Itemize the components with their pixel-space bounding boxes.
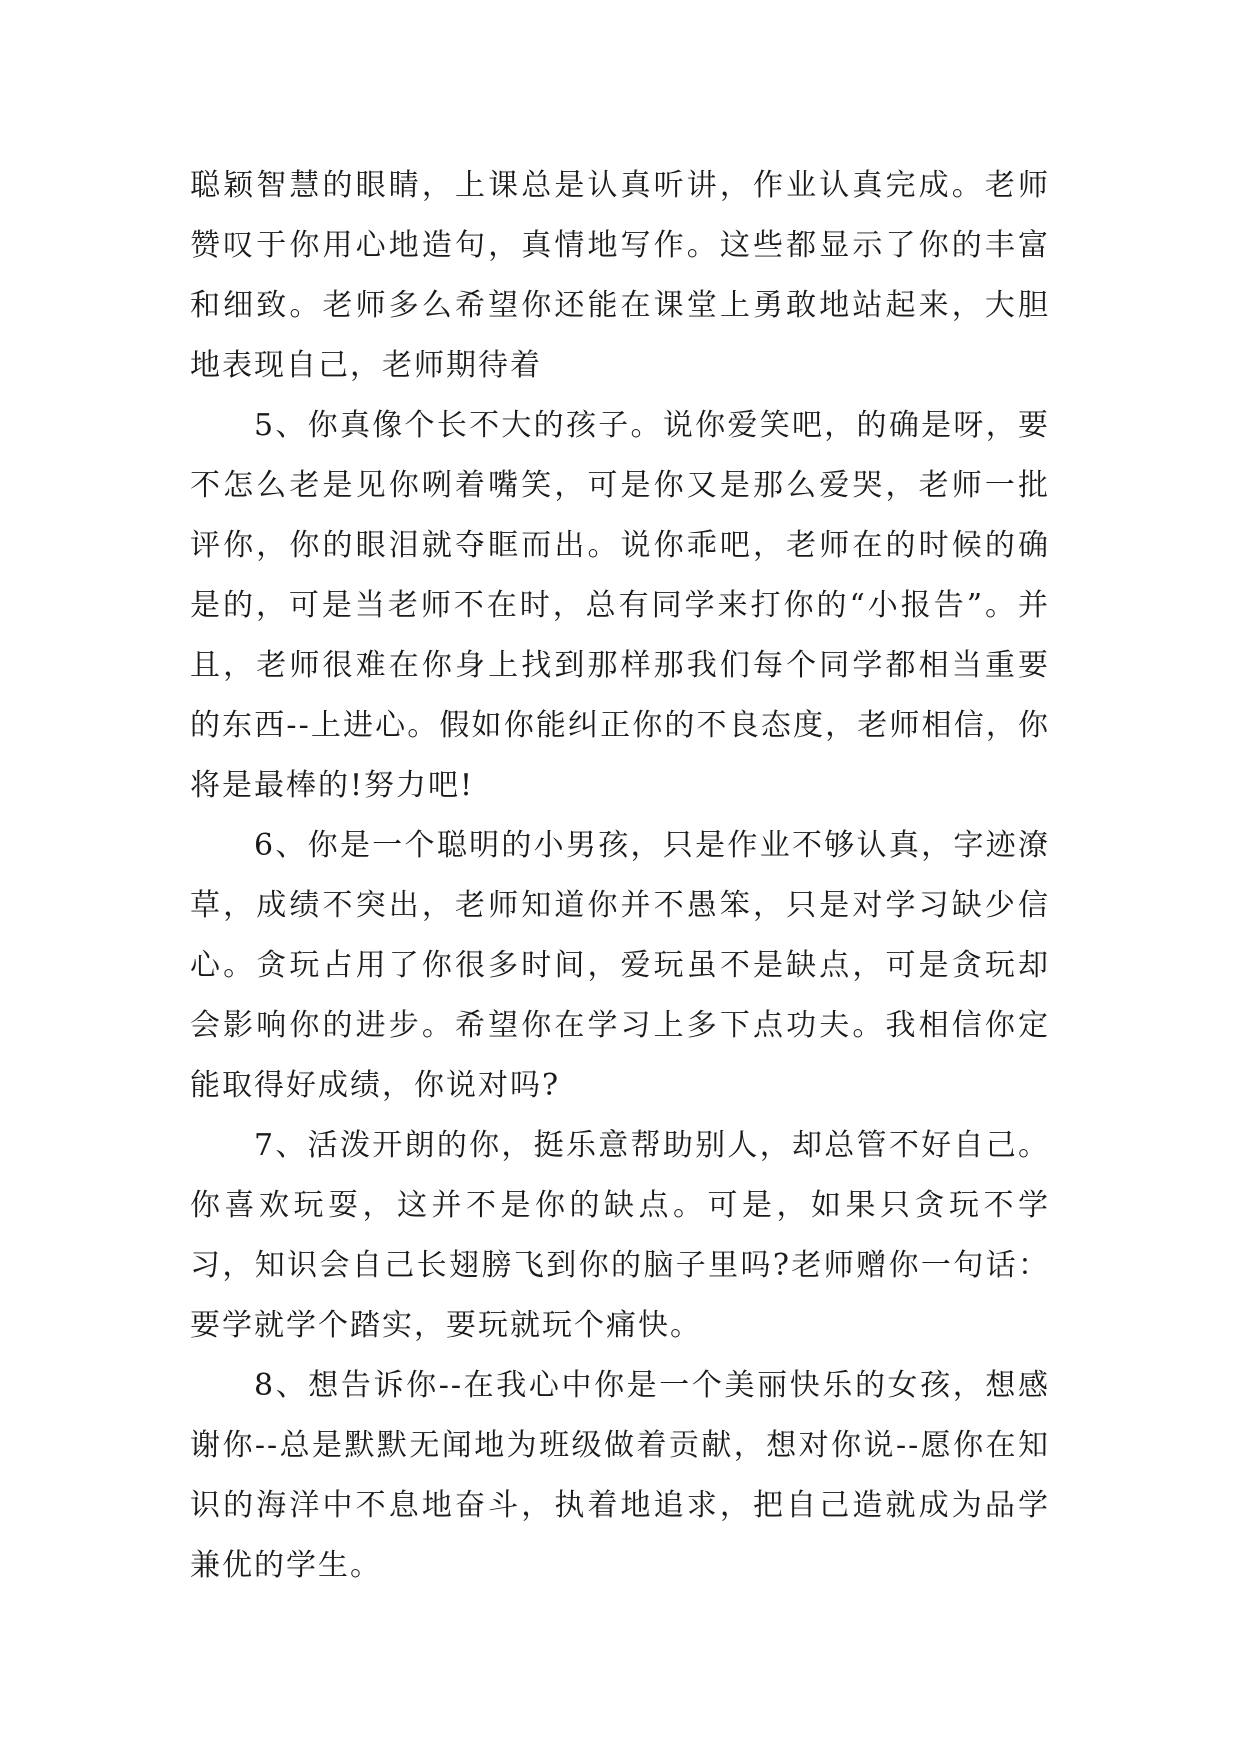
paragraph-comment-7: 7、活泼开朗的你，挺乐意帮助别人，却总管不好自己。你喜欢玩耍，这并不是你的缺点。可是，如果只贪玩不学习，知识会自己长翅膀飞到你的脑子里吗?老师赠你一句话：要学就学个踏实，要玩就玩个痛快。 <box>190 1128 1050 1343</box>
paragraph-continuation: 聪颖智慧的眼睛，上课总是认真听讲，作业认真完成。老师赞叹于你用心地造句，真情地写作。这些都显示了你的丰富和细致。老师多么希望你还能在课堂上勇敢地站起来，大胆地表现自己，老师期待着 <box>190 168 1050 383</box>
paragraph-comment-8: 8、想告诉你--在我心中你是一个美丽快乐的女孩，想感谢你--总是默默无闻地为班级做着贡献，想对你说--愿你在知识的海洋中不息地奋斗，执着地追求，把自己造就成为品学兼优的学生。 <box>190 1368 1050 1583</box>
paragraph-comment-6: 6、你是一个聪明的小男孩，只是作业不够认真，字迹潦草，成绩不突出，老师知道你并不愚笨，只是对学习缺少信心。贪玩占用了你很多时间，爱玩虽不是缺点，可是贪玩却会影响你的进步。希望你在学习上多下点功夫。我相信你定能取得好成绩，你说对吗? <box>190 828 1050 1103</box>
paragraph-comment-5: 5、你真像个长不大的孩子。说你爱笑吧，的确是呀，要不怎么老是见你咧着嘴笑，可是你又是那么爱哭，老师一批评你，你的眼泪就夺眶而出。说你乖吧，老师在的时候的确是的，可是当老师不在时，总有同学来打你的“小报告”。并且，老师很难在你身上找到那样那我们每个同学都相当重要的东西--上进心。假如你能纠正你的不良态度，老师相信，你将是最棒的!努力吧! <box>190 408 1050 803</box>
document-body <box>190 156 1050 1596</box>
